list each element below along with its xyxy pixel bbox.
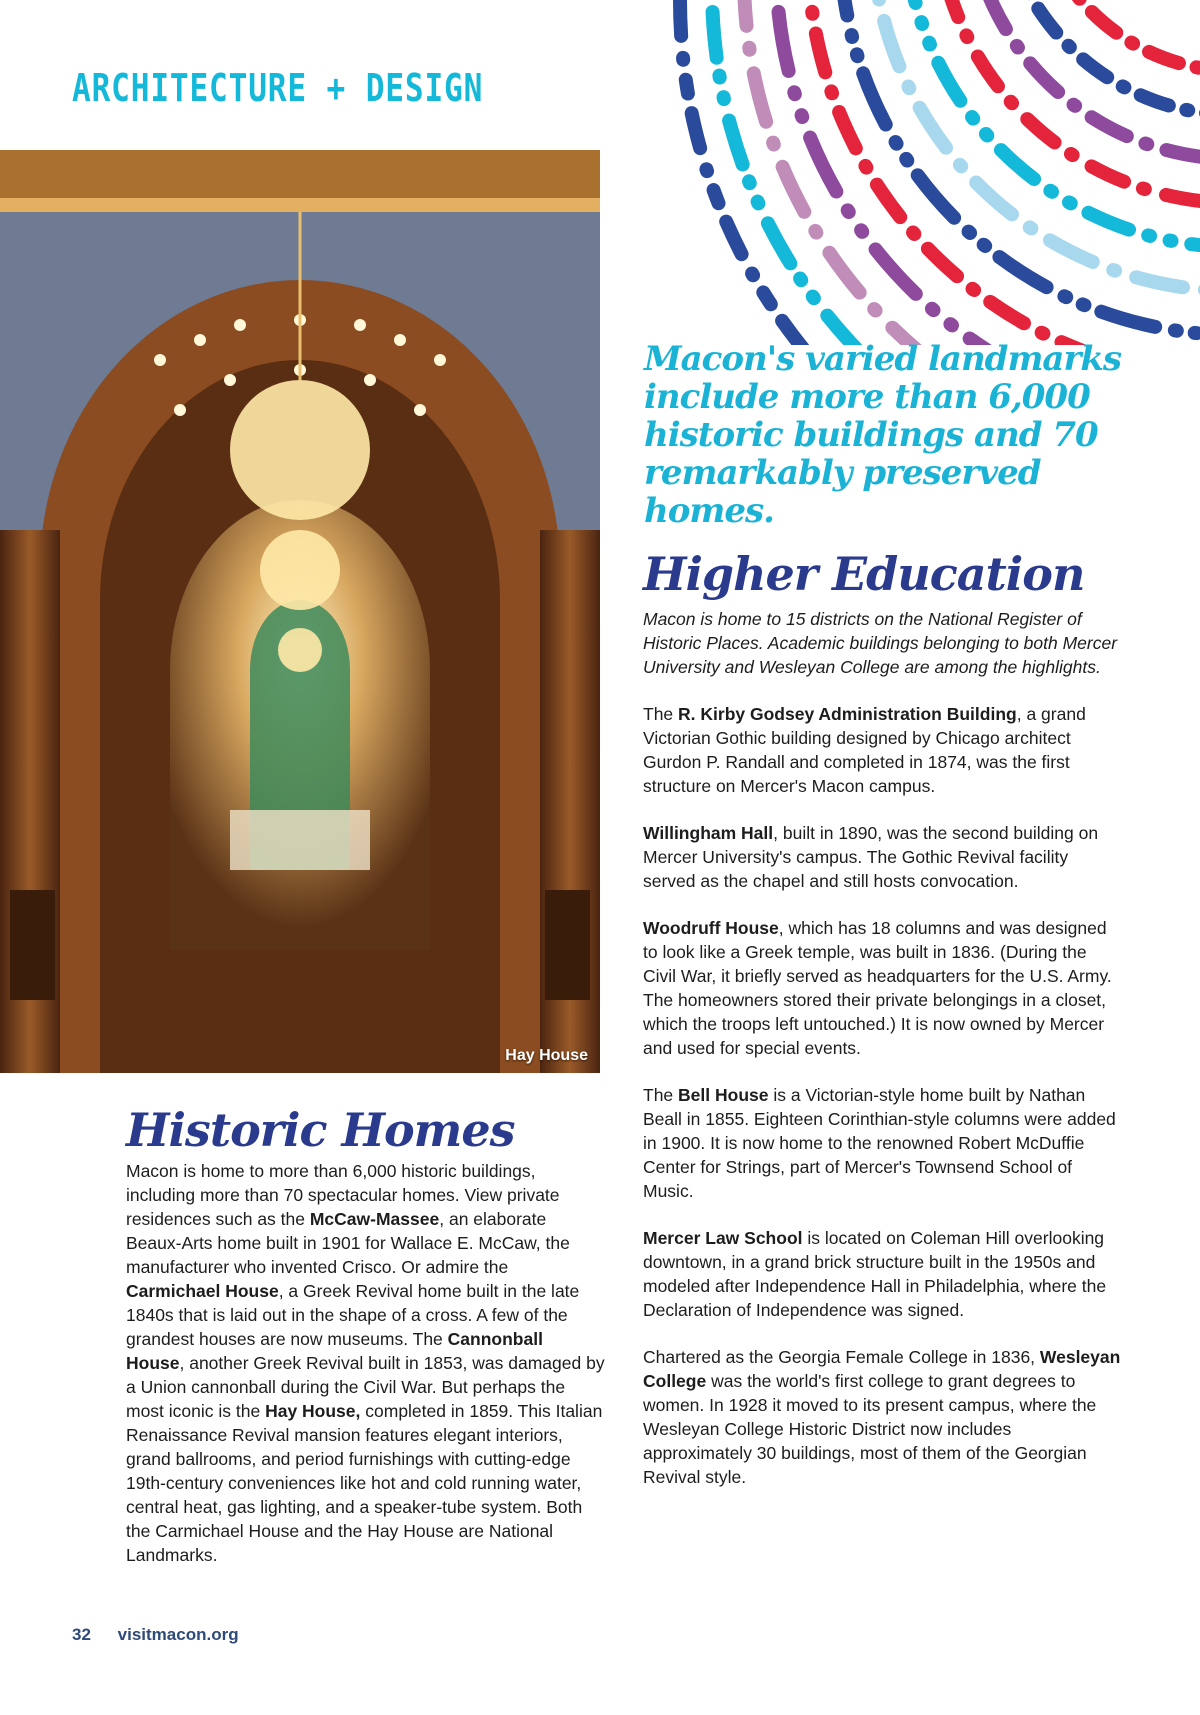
wesleyan-college-paragraph: Chartered as the Georgia Female College in 1836, Wesleyan College was the world's first college to grant degrees to women. In 1928 it moved to its present campus, where the Wesleyan College Historic District now includes approximately 30 buildings, most of them of the Georgian Revival style. — [643, 1347, 1121, 1487]
page-number: 32 — [72, 1625, 91, 1644]
higher-education-heading: Higher Education — [643, 547, 1085, 601]
hay-house-illustration — [0, 150, 600, 1073]
pull-quote: Macon's varied landmarks include more than 6,000 historic buildings and 70 remarkably preserved homes. — [644, 339, 1122, 531]
godsey-building-paragraph: The R. Kirby Godsey Administration Building, a grand Victorian Gothic building designed by Chicago architect Gurdon P. Randall and completed in 1874, was the first structure on Mercer's Macon campus. — [643, 704, 1086, 796]
higher-education-section — [643, 547, 1123, 1512]
law-school-paragraph: Mercer Law School is located on Coleman Hill overlooking downtown, in a grand brick structure built in the 1950s and modeled after Independence Hall in Philadelphia, where the Declaration of Independence was signed. — [643, 1228, 1107, 1320]
woodruff-house-paragraph: Woodruff House, which has 18 columns and was designed to look like a Greek temple, was built in 1836. (During the Civil War, it briefly served as headquarters for the U.S. Army. The homeowners stored their private belongings in a closet, which the troops left untouched.) It is now owned by Mercer and used for special events. — [643, 918, 1112, 1058]
footer-url[interactable]: visitmacon.org — [117, 1625, 239, 1644]
dotted-arcs-decoration — [640, 0, 1200, 345]
historic-homes-body: Macon is home to more than 6,000 historic buildings, including more than 70 spectacular homes. View private residences such as the McCaw-Massee, an elaborate Beaux-Arts home built in 1901 for Wallace E. McCaw, the manufacturer who invented Crisco. Or admire the Carmichael House, a Greek Revival home built in the late 1840s that is laid out in the shape of a cross. A few of the grandest houses are now museums. The Cannonball House, another Greek Revival built in 1853, was damaged by a Union cannonball during the Civil War. But perhaps the most iconic is the Hay House, completed in 1859. This Italian Renaissance Revival mansion features elegant interiors, grand ballrooms, and period furnishings with cutting-edge 19th-century conveniences like hot and cold running water, central heat, gas lighting, and a speaker-tube system. Both the Carmichael House and the Hay House are National Landmarks. — [126, 1161, 605, 1565]
higher-education-intro: Macon is home to 15 districts on the National Register of Historic Places. Academic buildings belonging to both Mercer University and Wesleyan College are among the highlights. — [643, 609, 1118, 677]
page-footer — [72, 1625, 239, 1645]
photo-caption: Hay House — [505, 1047, 588, 1064]
section-label: ARCHITECTURE + DESIGN — [72, 66, 484, 110]
historic-homes-section — [126, 1103, 606, 1567]
willingham-hall-paragraph: Willingham Hall, built in 1890, was the second building on Mercer University's campus. The Gothic Revival facility served as the chapel and still hosts convocation. — [643, 823, 1099, 891]
hay-house-photo — [0, 150, 600, 1073]
bell-house-paragraph: The Bell House is a Victorian-style home built by Nathan Beall in 1855. Eighteen Corinthian-style columns were added in 1900. It is now home to the renowned Robert McDuffie Center for Strings, part of Mercer's Townsend School of Music. — [643, 1085, 1116, 1201]
historic-homes-heading: Historic Homes — [126, 1103, 515, 1157]
